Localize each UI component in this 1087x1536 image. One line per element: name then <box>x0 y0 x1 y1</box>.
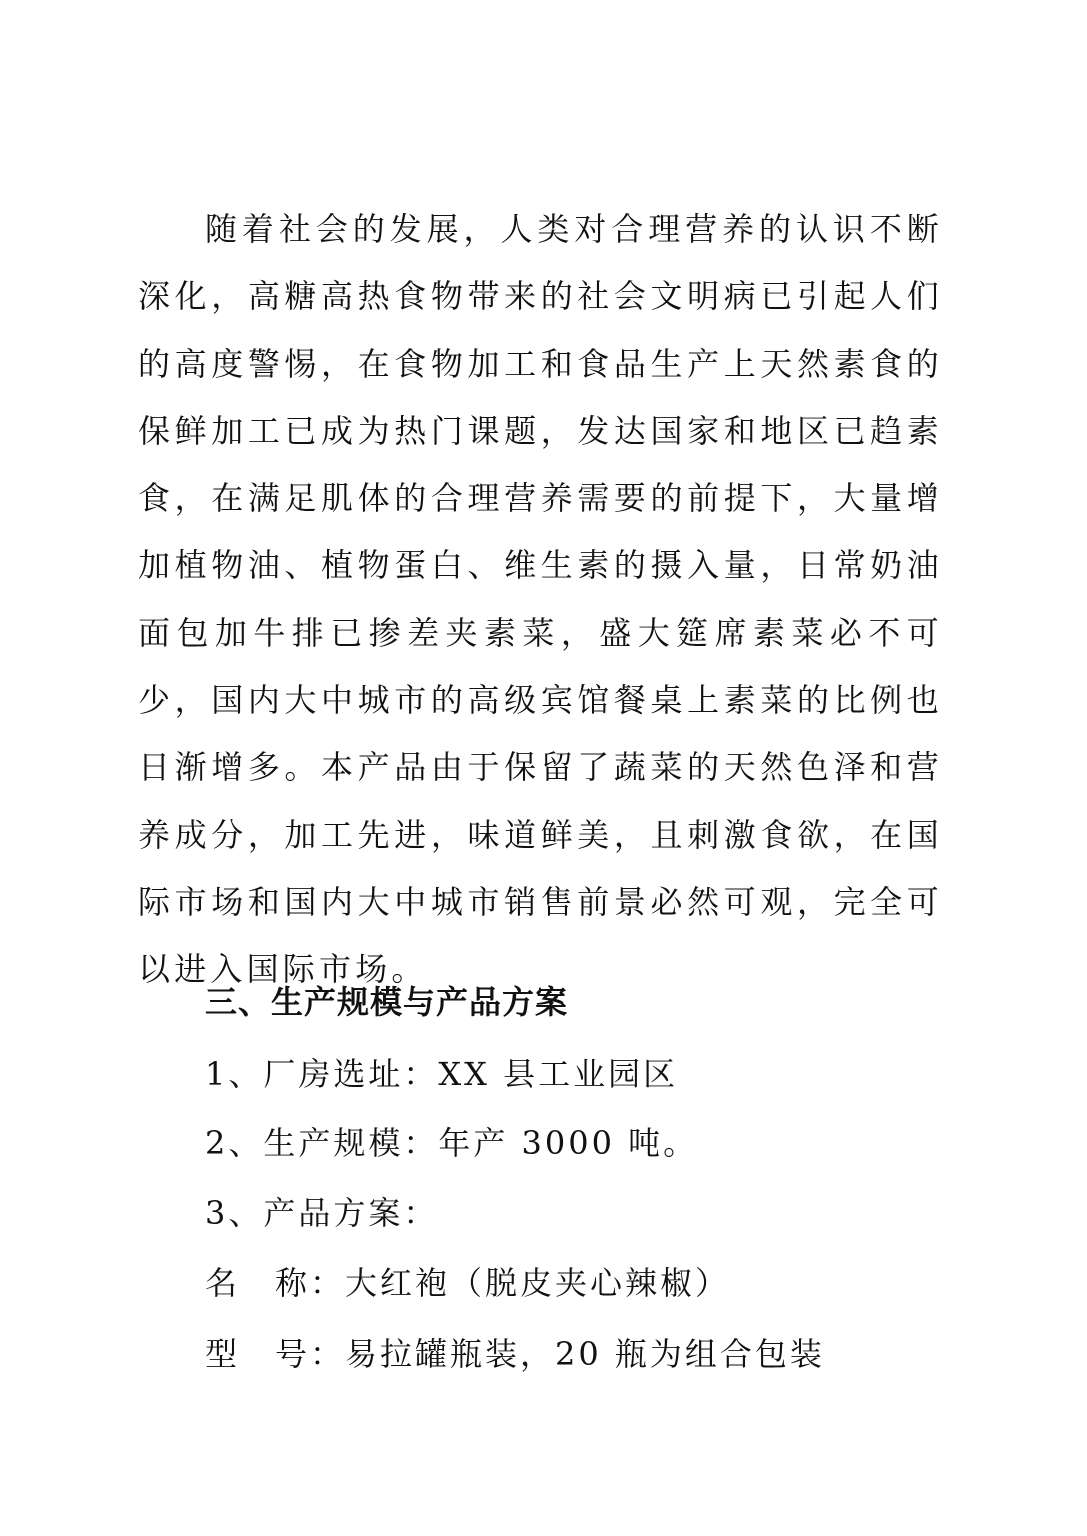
item-factory-site: 1、厂房选址：XX 县工业园区 <box>205 1055 679 1093</box>
body-paragraph: 随着社会的发展，人类对合理营养的认识不断深化，高糖高热食物带来的社会文明病已引起人们的高度警惕，在食物加工和食品生产上天然素食的保鲜加工已成为热门课题，发达国家和地区已趋素食，在满足肌体的合理营养需要的前提下，大量增加植物油、植物蛋白、维生素的摄入量，日常奶油面包加牛排已掺差夹素菜，盛大筵席素菜必不可少，国内大中城市的高级宾馆餐桌上素菜的比例也日渐增多。本产品由于保留了蔬菜的天然色泽和营养成分，加工先进，味道鲜美，且刺激食欲，在国际市场和国内大中城市销售前景必然可观，完全可以进入国际市场。 <box>138 210 943 989</box>
section-heading: 三、生产规模与产品方案 <box>205 983 569 1021</box>
item-production-scale: 2、生产规模：年产 3000 吨。 <box>205 1124 699 1162</box>
item-product-name: 名 称：大红袍（脱皮夹心辣椒） <box>205 1264 731 1302</box>
item-product-plan: 3、产品方案： <box>205 1194 439 1232</box>
item-product-model: 型 号：易拉罐瓶装，20 瓶为组合包装 <box>205 1335 825 1373</box>
